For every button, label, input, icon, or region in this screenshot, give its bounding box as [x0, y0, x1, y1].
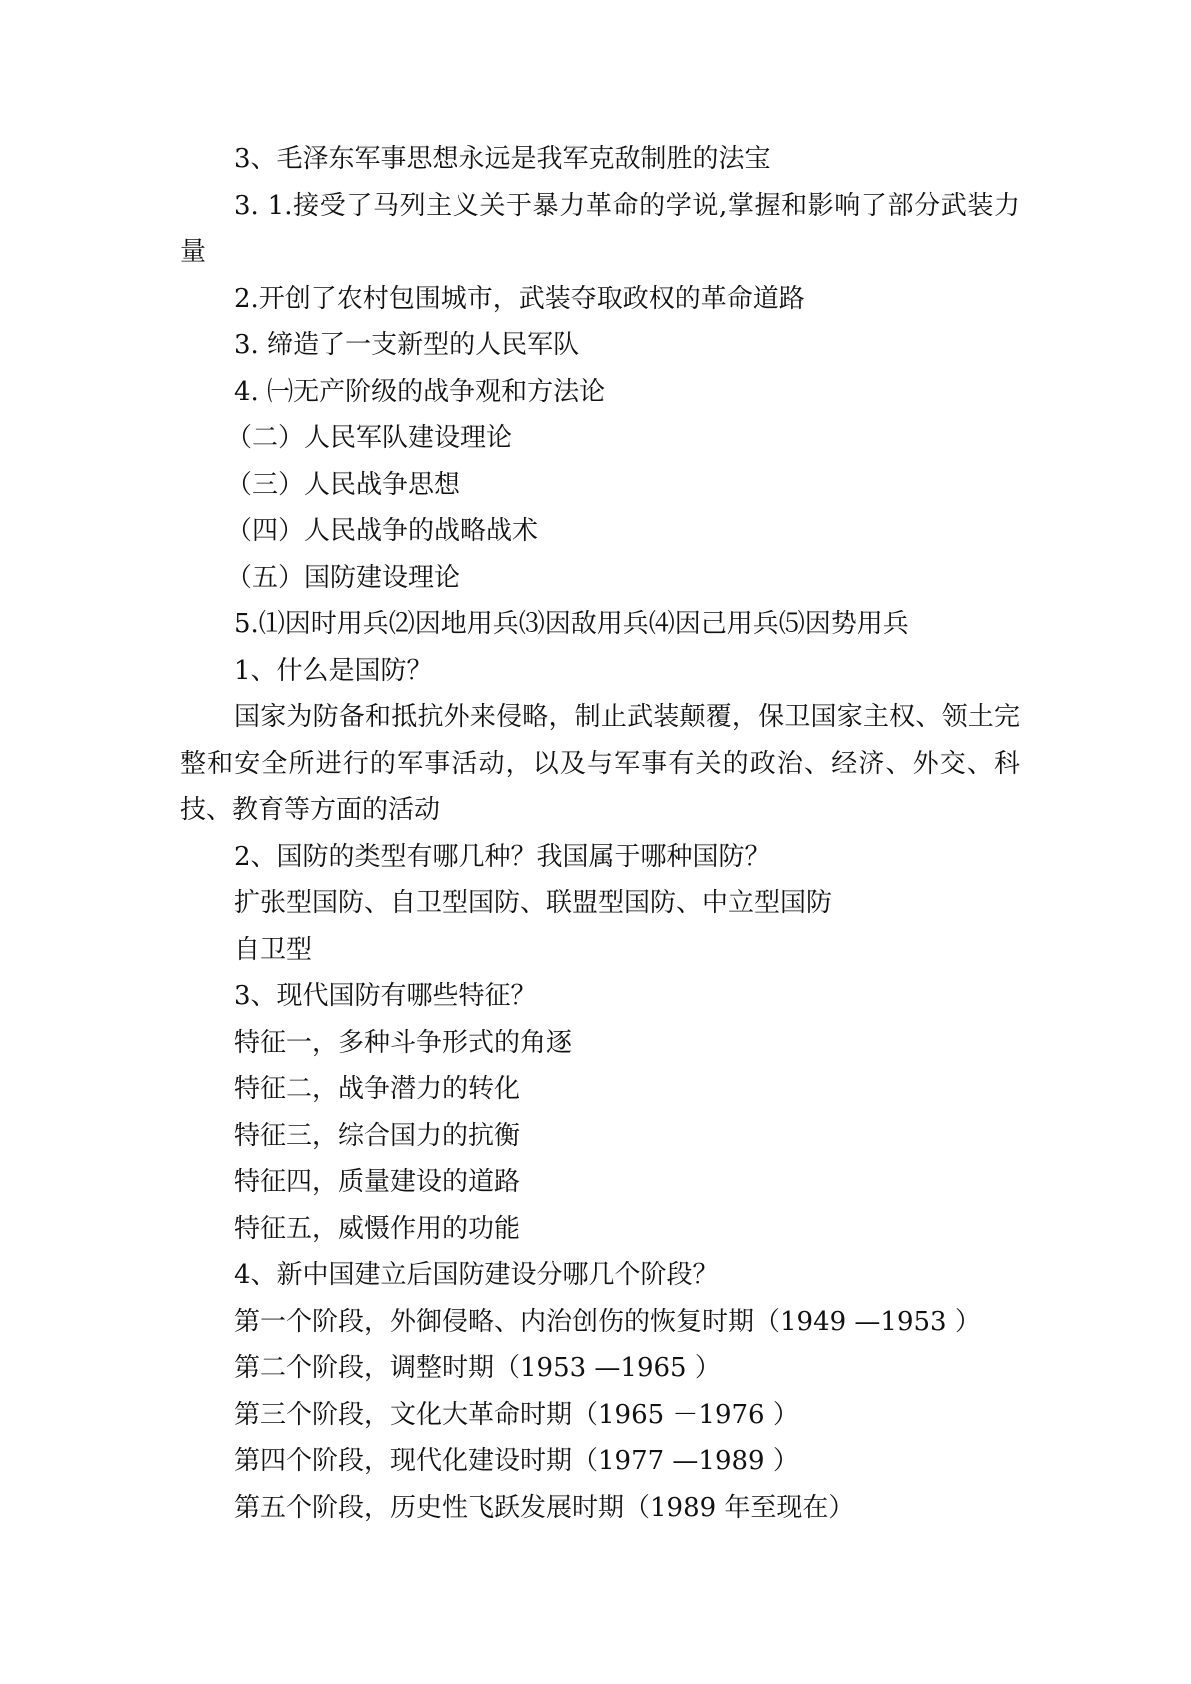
question-modern-defense-features: 3、现代国防有哪些特征？ [234, 981, 537, 1011]
item-accept-marxism: 3. 1.接受了马列主义关于暴力革命的学说,掌握和影响了部分武装力量 [180, 190, 1020, 267]
question-defense-types: 2、国防的类型有哪几种？我国属于哪种国防？ [234, 841, 771, 872]
stage-five: 第五个阶段，历史性飞跃发展时期（1989 年至现在） [234, 1492, 855, 1523]
stage-two: 第二个阶段，调整时期（1953 —1965 ） [234, 1353, 721, 1383]
item-defense-building-theory: （五）国防建设理论 [226, 562, 461, 593]
stage-three: 第三个阶段，文化大革命时期（1965 －1976 ） [234, 1399, 799, 1430]
feature-two: 特征二，战争潜力的转化 [234, 1074, 521, 1104]
stage-four: 第四个阶段，现代化建设时期（1977 —1989 ） [234, 1446, 799, 1476]
question-what-is-defense: 1、什么是国防？ [234, 655, 433, 686]
item-new-people-army: 3. 缔造了一支新型的人民军队 [234, 330, 580, 360]
item-people-war-thought: （三）人民战争思想 [226, 469, 461, 500]
question-defense-stages: 4、新中国建立后国防建设分哪几个阶段？ [234, 1260, 719, 1290]
heading-mao-military-thought: 3、毛泽东军事思想永远是我军克敌制胜的法宝 [234, 144, 771, 174]
feature-five: 特征五，威慑作用的功能 [234, 1213, 521, 1244]
answer-self-defense-type: 自卫型 [234, 934, 313, 965]
item-people-war-strategy: （四）人民战争的战略战术 [226, 516, 539, 546]
item-army-building-theory: （二）人民军队建设理论 [226, 423, 513, 453]
stage-one: 第一个阶段，外御侵略、内治创伤的恢复时期（1949 —1953 ） [234, 1306, 981, 1337]
feature-four: 特征四，质量建设的道路 [234, 1167, 521, 1197]
feature-one: 特征一，多种斗争形式的角逐 [234, 1027, 573, 1058]
feature-three: 特征三，综合国力的抗衡 [234, 1120, 521, 1151]
item-five-uses-of-troops: 5.⑴因时用兵⑵因地用兵⑶因敌用兵⑷因己用兵⑸因势用兵 [234, 609, 909, 639]
item-rural-encircle-city: 2.开创了农村包围城市，武装夺取政权的革命道路 [234, 283, 805, 314]
item-proletarian-war-view: 4. ㈠无产阶级的战争观和方法论 [234, 376, 606, 407]
document-body [180, 136, 1020, 1531]
answer-what-is-defense: 国家为防备和抵抗外来侵略，制止武装颠覆，保卫国家主权、领土完整和安全所进行的军事活动，以及与军事有关的政治、经济、外交、科技、教育等方面的活动 [180, 702, 1020, 825]
answer-defense-types: 扩张型国防、自卫型国防、联盟型国防、中立型国防 [234, 888, 833, 918]
